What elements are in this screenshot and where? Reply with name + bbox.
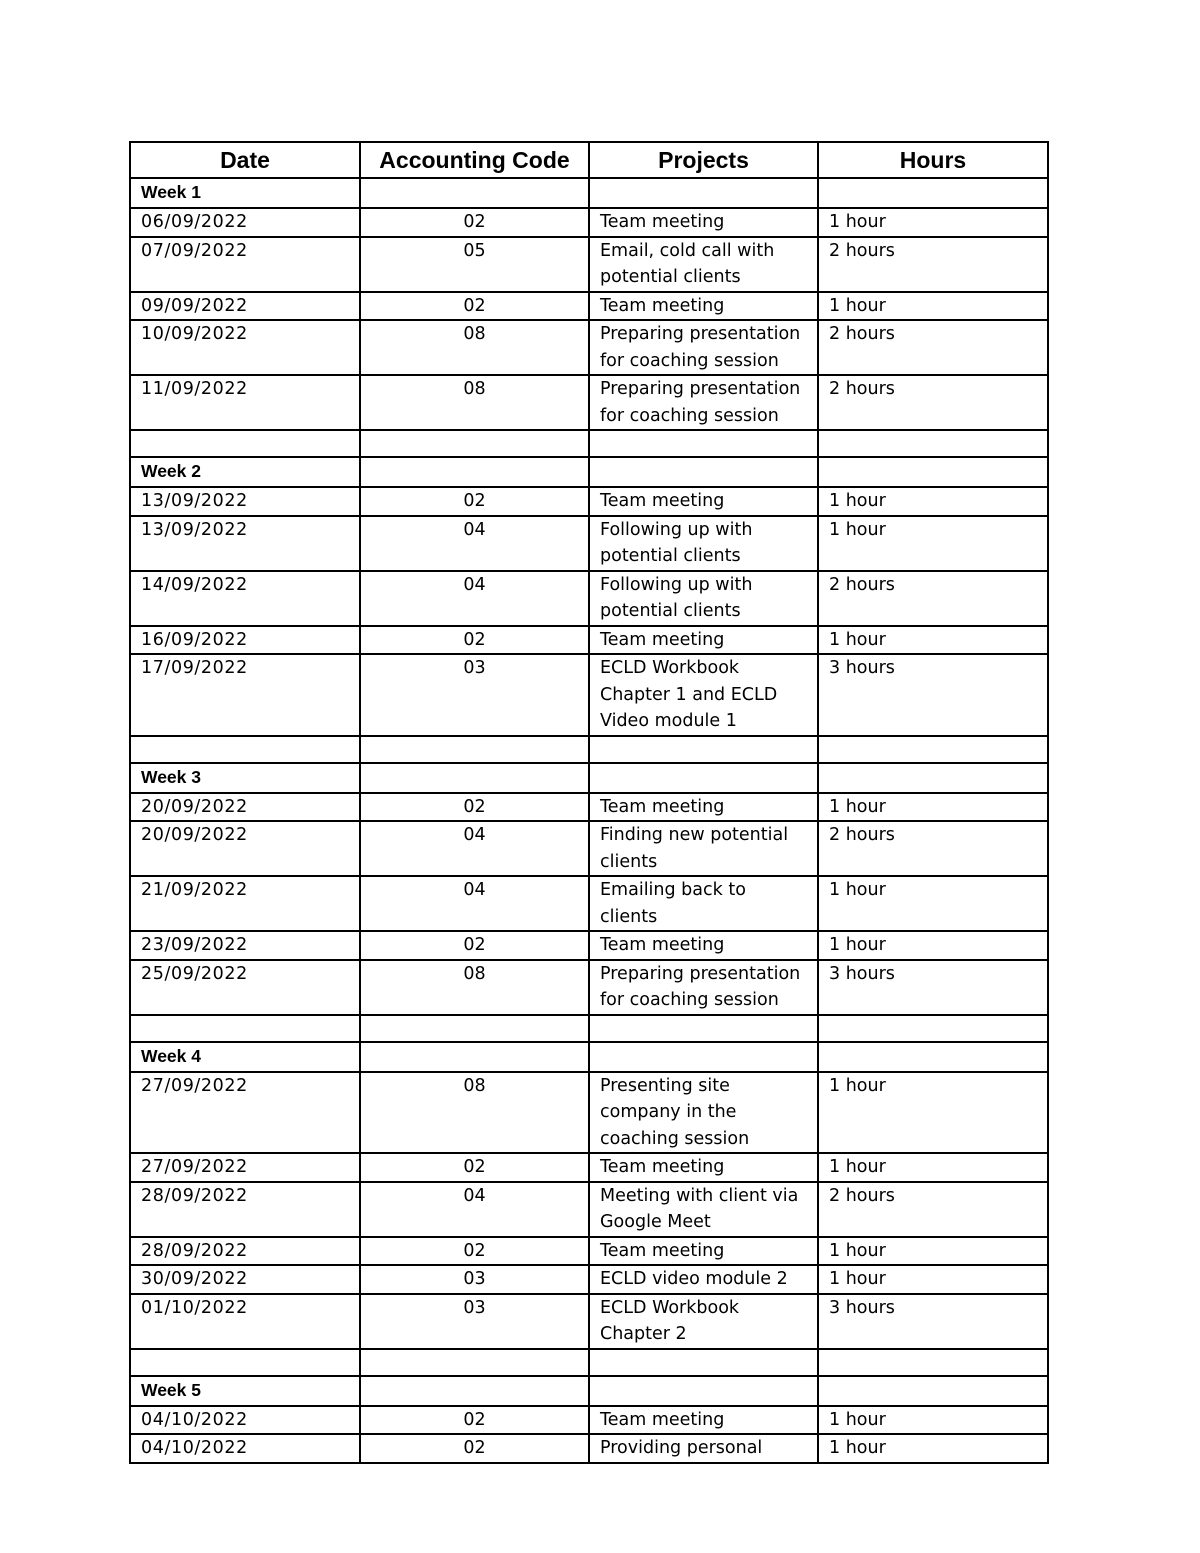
- empty-cell: [589, 763, 818, 793]
- project-cell: ECLD Workbook Chapter 2: [589, 1294, 818, 1349]
- accounting-code-cell: 02: [360, 208, 589, 237]
- accounting-code-cell: 03: [360, 1294, 589, 1349]
- table-row: [130, 931, 1048, 960]
- table-row: [130, 1153, 1048, 1182]
- hours-cell: 1 hour: [818, 487, 1048, 516]
- empty-cell: [589, 1376, 818, 1406]
- accounting-code-cell: 08: [360, 375, 589, 430]
- empty-cell: [589, 1015, 818, 1042]
- table-row: [130, 1294, 1048, 1349]
- date-cell: 30/09/2022: [130, 1265, 360, 1294]
- project-cell: Team meeting: [589, 793, 818, 822]
- spacer-row: [130, 1015, 1048, 1042]
- empty-cell: [818, 178, 1048, 208]
- week-header-row: [130, 763, 1048, 793]
- empty-cell: [360, 1015, 589, 1042]
- table-row: [130, 1072, 1048, 1154]
- empty-cell: [360, 1042, 589, 1072]
- empty-cell: [589, 457, 818, 487]
- hours-cell: 1 hour: [818, 208, 1048, 237]
- header-date: Date: [130, 142, 360, 178]
- table-row: [130, 1434, 1048, 1463]
- week-header-row: [130, 1376, 1048, 1406]
- week-label: Week 4: [130, 1042, 360, 1072]
- project-cell: Team meeting: [589, 931, 818, 960]
- project-cell: Preparing presentation for coaching session: [589, 375, 818, 430]
- table-row: [130, 876, 1048, 931]
- hours-cell: 2 hours: [818, 821, 1048, 876]
- hours-cell: 1 hour: [818, 1072, 1048, 1154]
- week-label: Week 3: [130, 763, 360, 793]
- table-row: [130, 571, 1048, 626]
- timesheet-table: [129, 141, 1049, 1464]
- date-cell: 10/09/2022: [130, 320, 360, 375]
- table-row: [130, 793, 1048, 822]
- table-row: [130, 1265, 1048, 1294]
- empty-cell: [818, 457, 1048, 487]
- table-row: [130, 292, 1048, 321]
- accounting-code-cell: 02: [360, 487, 589, 516]
- table-row: [130, 626, 1048, 655]
- table-row: [130, 1406, 1048, 1435]
- accounting-code-cell: 02: [360, 1434, 589, 1463]
- project-cell: Team meeting: [589, 1237, 818, 1266]
- empty-cell: [818, 763, 1048, 793]
- spacer-row: [130, 1349, 1048, 1376]
- accounting-code-cell: 03: [360, 654, 589, 736]
- empty-cell: [360, 1376, 589, 1406]
- table-body: [130, 178, 1048, 1463]
- accounting-code-cell: 04: [360, 571, 589, 626]
- hours-cell: 2 hours: [818, 320, 1048, 375]
- empty-cell: [130, 736, 360, 763]
- empty-cell: [589, 736, 818, 763]
- project-cell: ECLD Workbook Chapter 1 and ECLD Video module 1: [589, 654, 818, 736]
- date-cell: 28/09/2022: [130, 1182, 360, 1237]
- accounting-code-cell: 05: [360, 237, 589, 292]
- project-cell: Following up with potential clients: [589, 571, 818, 626]
- accounting-code-cell: 02: [360, 1153, 589, 1182]
- project-cell: Preparing presentation for coaching session: [589, 320, 818, 375]
- hours-cell: 1 hour: [818, 1406, 1048, 1435]
- hours-cell: 1 hour: [818, 292, 1048, 321]
- accounting-code-cell: 02: [360, 1237, 589, 1266]
- project-cell: Team meeting: [589, 292, 818, 321]
- accounting-code-cell: 08: [360, 320, 589, 375]
- hours-cell: 1 hour: [818, 1153, 1048, 1182]
- project-cell: Following up with potential clients: [589, 516, 818, 571]
- week-label: Week 2: [130, 457, 360, 487]
- project-cell: Team meeting: [589, 208, 818, 237]
- hours-cell: 2 hours: [818, 571, 1048, 626]
- hours-cell: 1 hour: [818, 1434, 1048, 1463]
- accounting-code-cell: 08: [360, 1072, 589, 1154]
- date-cell: 16/09/2022: [130, 626, 360, 655]
- empty-cell: [360, 736, 589, 763]
- spacer-row: [130, 430, 1048, 457]
- header-accounting-code: Accounting Code: [360, 142, 589, 178]
- table-row: [130, 487, 1048, 516]
- date-cell: 17/09/2022: [130, 654, 360, 736]
- project-cell: Presenting site company in the coaching session: [589, 1072, 818, 1154]
- empty-cell: [818, 1376, 1048, 1406]
- project-cell: ECLD video module 2: [589, 1265, 818, 1294]
- table-header: [130, 142, 1048, 178]
- hours-cell: 1 hour: [818, 516, 1048, 571]
- header-hours: Hours: [818, 142, 1048, 178]
- table-row: [130, 237, 1048, 292]
- header-projects: Projects: [589, 142, 818, 178]
- week-label: Week 5: [130, 1376, 360, 1406]
- project-cell: Providing personal: [589, 1434, 818, 1463]
- hours-cell: 1 hour: [818, 1265, 1048, 1294]
- hours-cell: 3 hours: [818, 1294, 1048, 1349]
- date-cell: 23/09/2022: [130, 931, 360, 960]
- empty-cell: [589, 1349, 818, 1376]
- hours-cell: 1 hour: [818, 1237, 1048, 1266]
- week-header-row: [130, 1042, 1048, 1072]
- accounting-code-cell: 03: [360, 1265, 589, 1294]
- accounting-code-cell: 04: [360, 1182, 589, 1237]
- empty-cell: [360, 430, 589, 457]
- accounting-code-cell: 04: [360, 876, 589, 931]
- empty-cell: [130, 430, 360, 457]
- date-cell: 07/09/2022: [130, 237, 360, 292]
- date-cell: 28/09/2022: [130, 1237, 360, 1266]
- table-row: [130, 821, 1048, 876]
- date-cell: 21/09/2022: [130, 876, 360, 931]
- date-cell: 27/09/2022: [130, 1153, 360, 1182]
- empty-cell: [818, 1349, 1048, 1376]
- table-row: [130, 208, 1048, 237]
- table-row: [130, 654, 1048, 736]
- hours-cell: 2 hours: [818, 1182, 1048, 1237]
- accounting-code-cell: 02: [360, 1406, 589, 1435]
- hours-cell: 2 hours: [818, 237, 1048, 292]
- date-cell: 11/09/2022: [130, 375, 360, 430]
- empty-cell: [360, 763, 589, 793]
- empty-cell: [360, 457, 589, 487]
- hours-cell: 1 hour: [818, 931, 1048, 960]
- empty-cell: [818, 736, 1048, 763]
- accounting-code-cell: 02: [360, 626, 589, 655]
- date-cell: 09/09/2022: [130, 292, 360, 321]
- table-row: [130, 1182, 1048, 1237]
- date-cell: 20/09/2022: [130, 821, 360, 876]
- project-cell: Finding new potential clients: [589, 821, 818, 876]
- project-cell: Team meeting: [589, 1153, 818, 1182]
- project-cell: Meeting with client via Google Meet: [589, 1182, 818, 1237]
- date-cell: 01/10/2022: [130, 1294, 360, 1349]
- date-cell: 20/09/2022: [130, 793, 360, 822]
- empty-cell: [589, 430, 818, 457]
- hours-cell: 3 hours: [818, 960, 1048, 1015]
- empty-cell: [360, 1349, 589, 1376]
- empty-cell: [818, 1015, 1048, 1042]
- date-cell: 04/10/2022: [130, 1406, 360, 1435]
- table-row: [130, 516, 1048, 571]
- empty-cell: [818, 430, 1048, 457]
- project-cell: Team meeting: [589, 487, 818, 516]
- accounting-code-cell: 02: [360, 931, 589, 960]
- date-cell: 14/09/2022: [130, 571, 360, 626]
- accounting-code-cell: 02: [360, 793, 589, 822]
- accounting-code-cell: 02: [360, 292, 589, 321]
- week-header-row: [130, 178, 1048, 208]
- empty-cell: [130, 1015, 360, 1042]
- project-cell: Emailing back to clients: [589, 876, 818, 931]
- date-cell: 13/09/2022: [130, 487, 360, 516]
- project-cell: Email, cold call with potential clients: [589, 237, 818, 292]
- header-row: [130, 142, 1048, 178]
- hours-cell: 2 hours: [818, 375, 1048, 430]
- date-cell: 27/09/2022: [130, 1072, 360, 1154]
- week-header-row: [130, 457, 1048, 487]
- spacer-row: [130, 736, 1048, 763]
- hours-cell: 1 hour: [818, 626, 1048, 655]
- accounting-code-cell: 04: [360, 821, 589, 876]
- table-row: [130, 375, 1048, 430]
- empty-cell: [818, 1042, 1048, 1072]
- hours-cell: 1 hour: [818, 793, 1048, 822]
- week-label: Week 1: [130, 178, 360, 208]
- accounting-code-cell: 08: [360, 960, 589, 1015]
- project-cell: Team meeting: [589, 626, 818, 655]
- empty-cell: [360, 178, 589, 208]
- date-cell: 06/09/2022: [130, 208, 360, 237]
- date-cell: 25/09/2022: [130, 960, 360, 1015]
- table-row: [130, 1237, 1048, 1266]
- accounting-code-cell: 04: [360, 516, 589, 571]
- hours-cell: 1 hour: [818, 876, 1048, 931]
- empty-cell: [130, 1349, 360, 1376]
- empty-cell: [589, 1042, 818, 1072]
- empty-cell: [589, 178, 818, 208]
- project-cell: Preparing presentation for coaching session: [589, 960, 818, 1015]
- project-cell: Team meeting: [589, 1406, 818, 1435]
- table-row: [130, 960, 1048, 1015]
- date-cell: 04/10/2022: [130, 1434, 360, 1463]
- table-row: [130, 320, 1048, 375]
- hours-cell: 3 hours: [818, 654, 1048, 736]
- date-cell: 13/09/2022: [130, 516, 360, 571]
